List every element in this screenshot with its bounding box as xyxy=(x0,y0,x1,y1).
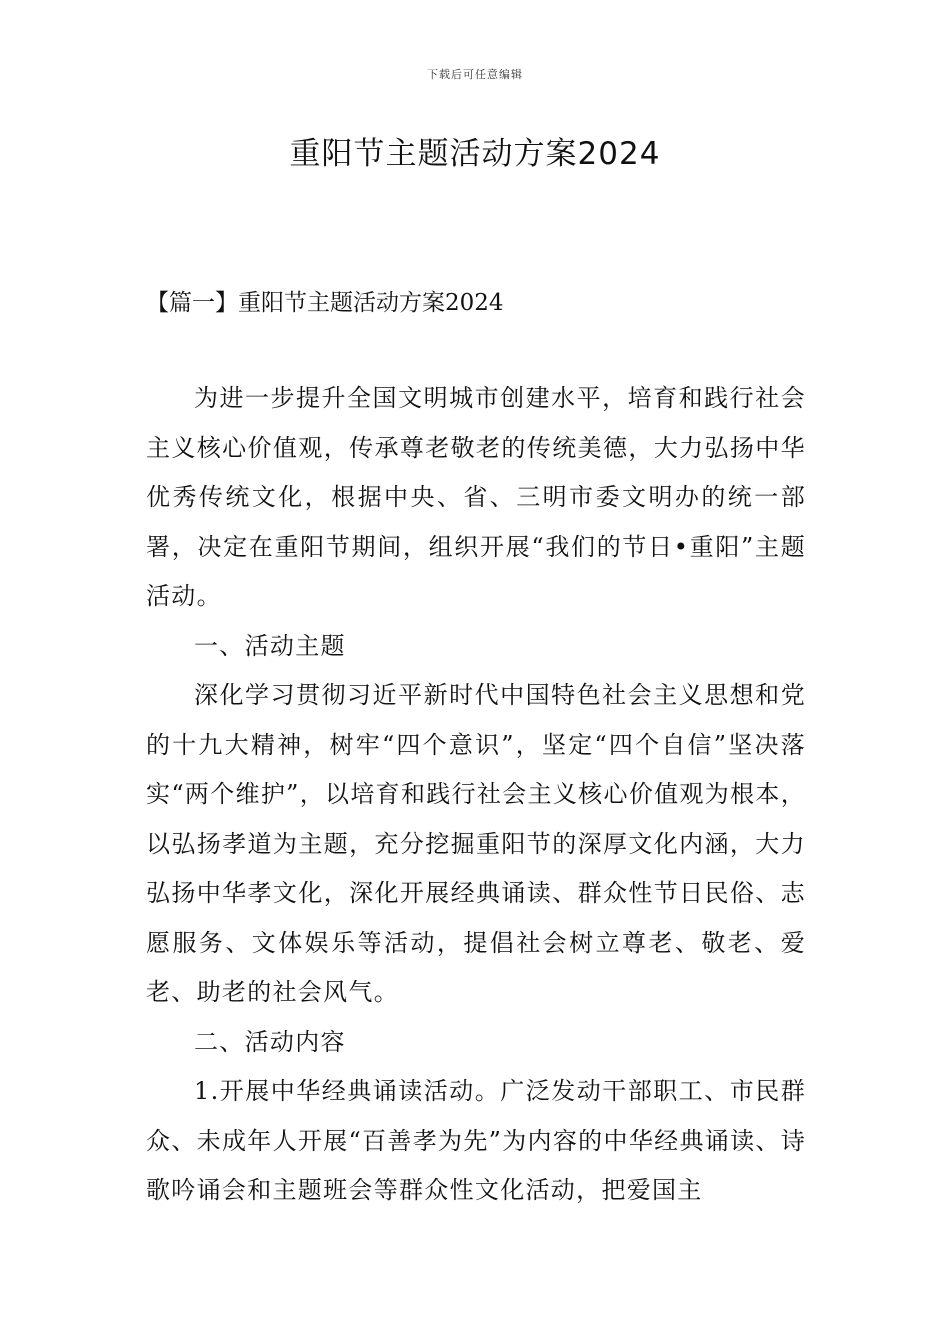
document-body xyxy=(146,374,806,1216)
paragraph-activity-content-1: 1.开展中华经典诵读活动。广泛发动干部职工、市民群众、未成年人开展“百善孝为先”为内容的中华经典诵读、诗歌吟诵会和主题班会等群众性文化活动，把爱国主 xyxy=(146,1077,806,1204)
heading-activity-content: 二、活动内容 xyxy=(194,1027,346,1056)
heading-activity-theme: 一、活动主题 xyxy=(194,631,346,660)
header-note: 下载后可任意编辑 xyxy=(427,68,523,81)
paragraph-intro: 为进一步提升全国文明城市创建水平，培育和践行社会主义核心价值观，传承尊老敬老的传统美德，大力弘扬中华优秀传统文化，根据中央、省、三明市委文明办的统一部署，决定在重阳节期间，组织开展“我们的节日•重阳”主题活动。 xyxy=(146,384,806,610)
document-title: 重阳节主题活动方案2024 xyxy=(289,136,661,172)
paragraph-activity-theme: 深化学习贯彻习近平新时代中国特色社会主义思想和党的十九大精神，树牢“四个意识”，坚定“四个自信”坚决落实“两个维护”，以培育和践行社会主义核心价值观为根本，以弘扬孝道为主题，充分挖掘重阳节的深厚文化内涵，大力弘扬中华孝文化，深化开展经典诵读、群众性节日民俗、志愿服务、文体娱乐等活动，提倡社会树立尊老、敬老、爱老、助老的社会风气。 xyxy=(146,681,806,1006)
section-heading: 【篇一】重阳节主题活动方案2024 xyxy=(146,290,504,316)
